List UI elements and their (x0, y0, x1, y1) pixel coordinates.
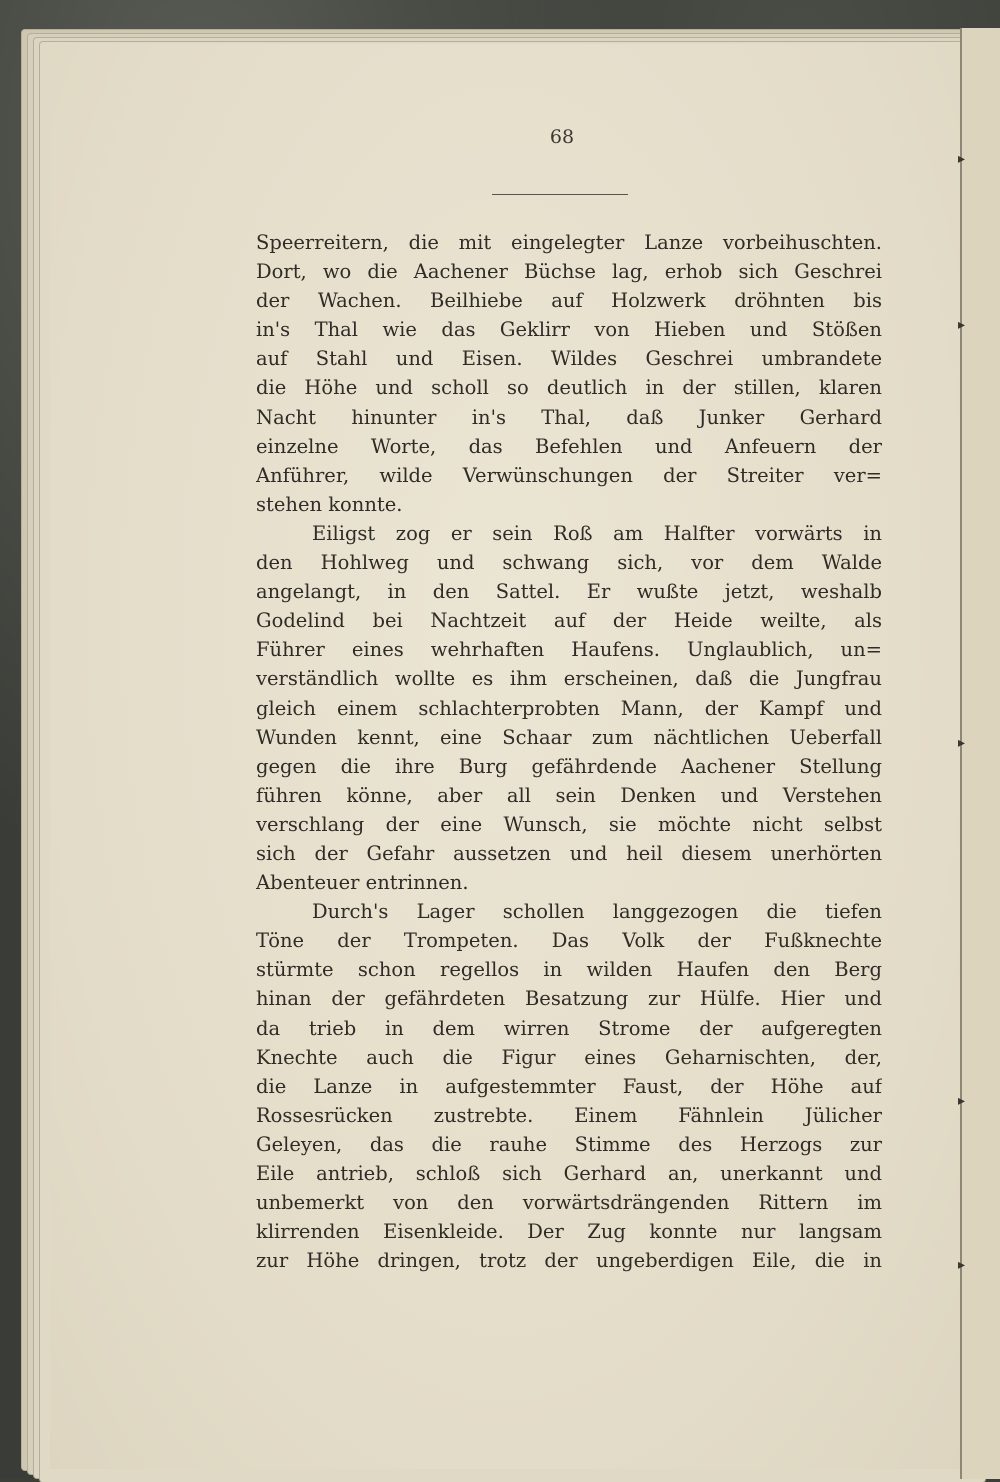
text-line: gegen die ihre Burg gefährdende Aachener Stellung (256, 754, 882, 778)
text-line: gleich einem schlachterprobten Mann, der Kampf und (256, 696, 882, 720)
text-line: angelangt, in den Sattel. Er wußte jetzt, weshalb (256, 580, 882, 604)
text-line: unbemerkt von den vorwärtsdrängenden Rittern im (256, 1191, 882, 1215)
text-line: Wunden kennt, eine Schaar zum nächtlichen Ueberfall (256, 725, 882, 749)
text-line: in's Thal wie das Geklirr von Hieben und Stößen (256, 318, 882, 342)
text-line: sich der Gefahr aussetzen und heil diesem unerhörten (256, 841, 882, 865)
text-line: die Höhe und scholl so deutlich in der stillen, klaren (256, 376, 882, 400)
text-line: hinan der gefährdeten Besatzung zur Hülfe. Hier und (256, 987, 882, 1011)
text-line: einzelne Worte, das Befehlen und Anfeuern der (256, 434, 882, 458)
text-line: Dort, wo die Aachener Büchse lag, erhob sich Geschrei (256, 260, 882, 284)
text-line: Abenteuer entrinnen. (256, 871, 469, 895)
text-line: zur Höhe dringen, trotz der ungeberdigen Eile, die in (256, 1249, 882, 1273)
text-line: Nacht hinunter in's Thal, daß Junker Gerhard (256, 405, 882, 429)
text-line: den Hohlweg und schwang sich, vor dem Walde (256, 551, 882, 575)
text-line: verständlich wollte es ihm erscheinen, daß die Jungfrau (256, 667, 882, 691)
header-rule (492, 194, 628, 195)
text-line: Eile antrieb, schloß sich Gerhard an, unerkannt und (256, 1162, 882, 1185)
text-line: Töne der Trompeten. Das Volk der Fußknechte (256, 929, 882, 953)
text-line: verschlang der eine Wunsch, sie möchte nicht selbst (256, 812, 882, 836)
text-line: führen könne, aber all sein Denken und Verstehen (256, 783, 882, 807)
text-line: Geleyen, das die rauhe Stimme des Herzogs zur (256, 1132, 882, 1156)
margin-mark: ▸ (958, 317, 966, 333)
text-line: Durch's Lager schollen langgezogen die tiefen (312, 900, 882, 924)
text-line: Führer eines wehrhaften Haufens. Unglaublich, un= (256, 638, 882, 662)
page-number: 68 (549, 126, 575, 148)
text-line: die Lanze in aufgestemmter Faust, der Höhe auf (256, 1074, 882, 1098)
text-line: stürmte schon regellos in wilden Haufen den Berg (256, 958, 882, 982)
body-text (256, 228, 882, 1275)
margin-mark: ▸ (958, 1093, 966, 1109)
text-line: stehen konnte. (256, 492, 403, 516)
text-line: auf Stahl und Eisen. Wildes Geschrei umbrandete (256, 347, 882, 371)
margin-mark: ▸ (958, 735, 966, 751)
text-line: Rossesrücken zustrebte. Einem Fähnlein Jülicher (256, 1103, 882, 1127)
text-line: Anführer, wilde Verwünschungen der Streiter ver= (256, 463, 882, 487)
text-line: der Wachen. Beilhiebe auf Holzwerk dröhnten bis (256, 289, 882, 313)
text-line: Godelind bei Nachtzeit auf der Heide weilte, als (256, 609, 882, 633)
text-line: Speerreitern, die mit eingelegter Lanze vorbeihuschten. (256, 231, 882, 254)
text-line: Knechte auch die Figur eines Geharnischten, der, (256, 1045, 882, 1069)
margin-mark: ▸ (958, 1257, 966, 1273)
text-line: Eiligst zog er sein Roß am Halfter vorwärts in (312, 521, 882, 545)
text-line: da trieb in dem wirren Strome der aufgeregten (256, 1016, 882, 1040)
margin-mark: ▸ (958, 151, 966, 167)
text-line: klirrenden Eisenkleide. Der Zug konnte nur langsam (256, 1220, 882, 1244)
